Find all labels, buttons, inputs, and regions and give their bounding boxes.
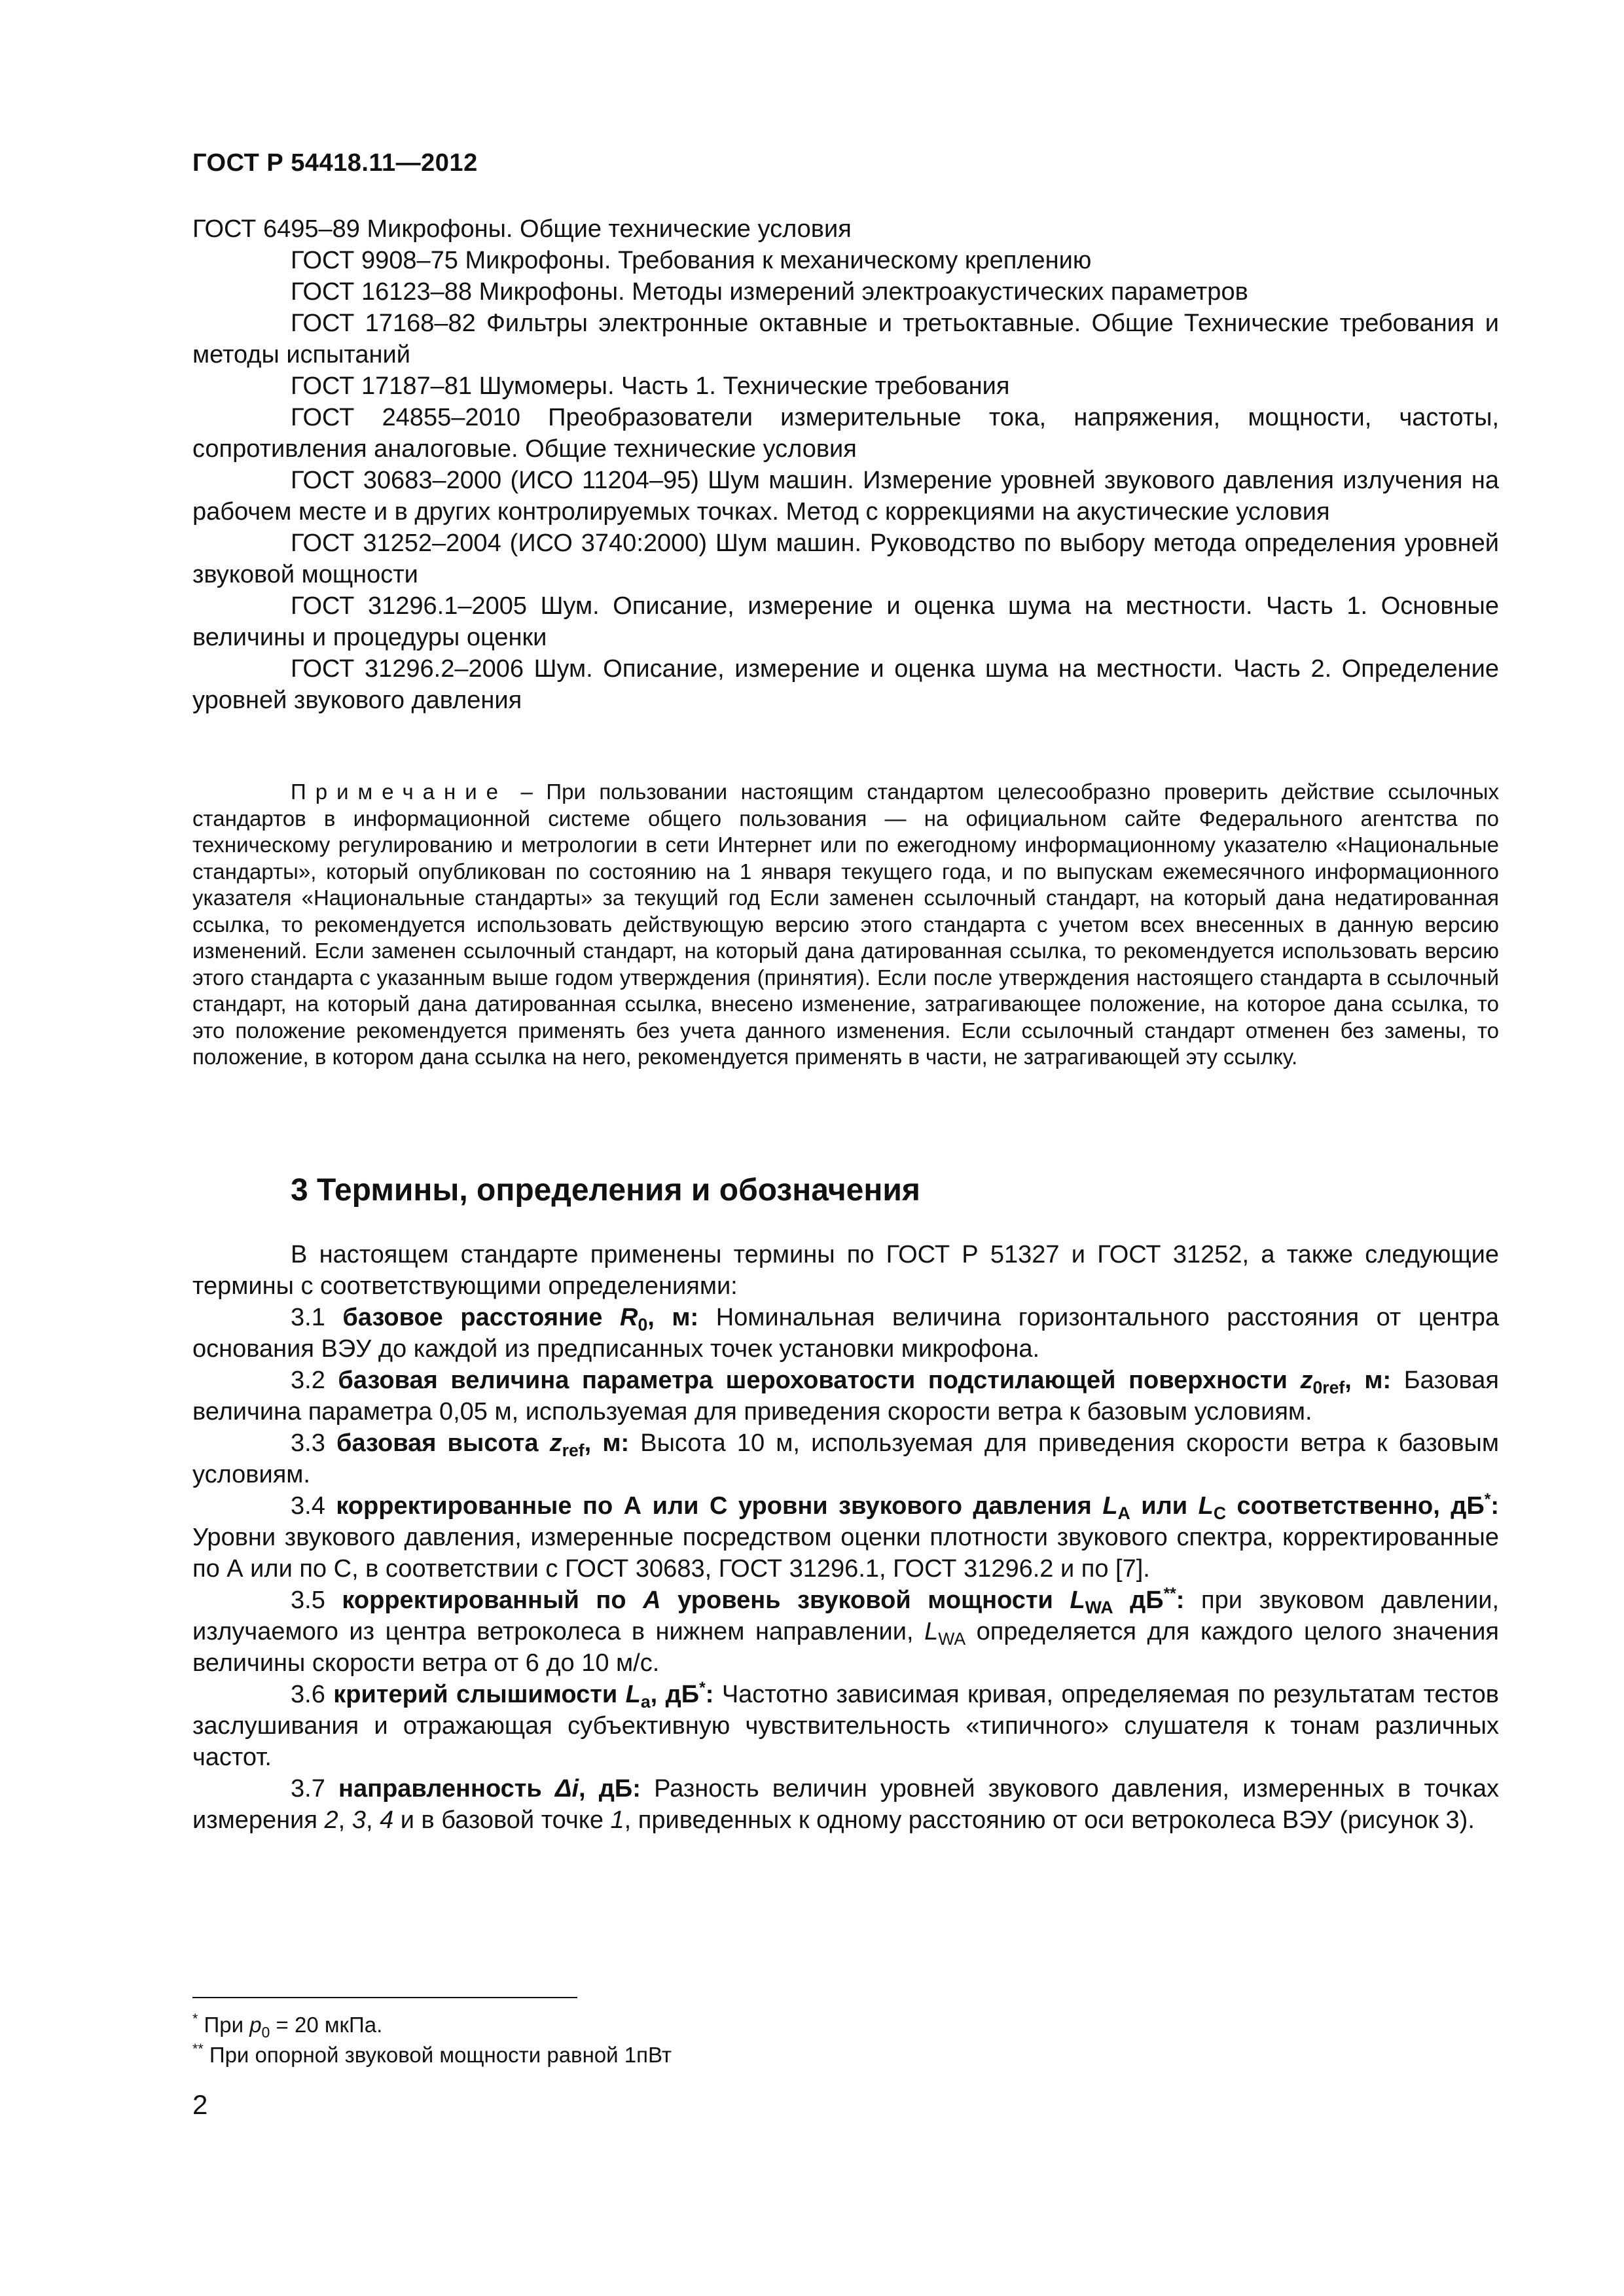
note-paragraph [192, 779, 1499, 1071]
section-body [192, 1239, 1499, 1836]
footnote-1: * При $p_0 = 20$ мкПа. [192, 2011, 383, 2041]
term-3-2: 3.2 базовая величина параметра шероховатости подстилающей поверхности $z_{0ref}$, м: Базовая величина параметра 0,05 м, используемая для приведения скорости ветра к базовым условиям. [192, 1367, 1499, 1426]
reference-item: ГОСТ 16123–88 Микрофоны. Методы измерений электроакустических параметров [291, 278, 1248, 306]
reference-item: ГОСТ 24855–2010 Преобразователи измерительные тока, напряжения, мощности, частоты, сопротивления аналоговые. Общие технические условия [192, 404, 1499, 463]
term-3-6: 3.6 критерий слышимости $L_a$, дБ*: Частотно зависимая кривая, определяемая по результатам тестов заслушивания и отражающая субъективную чувствительность «типичного» слушателя к тонам различных частот. [192, 1679, 1499, 1771]
reference-item: ГОСТ 9908–75 Микрофоны. Требования к механическому креплению [291, 247, 1092, 274]
section-intro: В настоящем стандарте применены термины по ГОСТ Р 51327 и ГОСТ 31252, а также следующие термины с соответствующими определениями: [192, 1241, 1499, 1300]
reference-item: ГОСТ 17187–81 Шумомеры. Часть 1. Технические требования [291, 372, 1010, 400]
term-3-5: 3.5 корректированный по А уровень звуковой мощности $L_{WA}$ дБ**: при звуковом давлении, излучаемого из центра ветроколеса в нижнем направлении, $L_{WA}$ определяется для каждого целого значения величины скорости ветра от 6 до 10 м/с. [192, 1585, 1499, 1677]
section-title: 3 Термины, определения и обозначения [291, 1173, 920, 1208]
normative-references-list [192, 213, 1499, 716]
term-3-7: 3.7 направленность Δi, дБ: Разность величин уровней звукового давления, измеренных в точках измерения 2, 3, 4 и в базовой точке 1, приведенных к одному расстоянию от оси ветроколеса ВЭУ (рисунок 3). [192, 1775, 1499, 1834]
footnote-divider [192, 1997, 577, 1998]
page-number: 2 [192, 2089, 208, 2120]
reference-item: ГОСТ 17168–82 Фильтры электронные октавные и третьоктавные. Общие Технические требования и методы испытаний [192, 310, 1499, 368]
reference-item: ГОСТ 31296.1–2005 Шум. Описание, измерение и оценка шума на местности. Часть 1. Основные величины и процедуры оценки [192, 592, 1499, 651]
note-text: – При пользовании настоящим стандартом целесообразно проверить действие ссылочных стандартов в информационной системе общего пользования — на официальном сайте Федерального агентства по техническому регулированию и метрологии в сети Интернет или по ежегодному информационному указателю «Национальные стандарты», который опубликован по состоянию на 1 января текущего года, и по выпускам ежемесячного информационного указателя «Национальные стандарты» за текущий год Если заменен ссылочный стандарт, на который дана недатированная ссылка, то рекомендуется использовать действующую версию этого стандарта с учетом всех внесенных в данную версию изменений. Если заменен ссылочный стандарт, на который дана датированная ссылка, то рекомендуется использовать версию этого стандарта с указанным выше годом утверждения (принятия). Если после утверждения настоящего стандарта в ссылочный стандарт, на который дана датированная ссылка, внесено изменение, затрагивающее положение, на которое дана ссылка, то это положение рекомендуется применять без учета данного изменения. Если ссылочный стандарт отменен без замены, то положение, в котором дана ссылка на него, рекомендуется применять в части, не затрагивающей эту ссылку. [192, 780, 1499, 1069]
document-header: ГОСТ Р 54418.11—2012 [192, 149, 478, 177]
reference-item: ГОСТ 31296.2–2006 Шум. Описание, измерение и оценка шума на местности. Часть 2. Определение уровней звукового давления [192, 655, 1499, 714]
reference-item: ГОСТ 30683–2000 (ИСО 11204–95) Шум машин. Измерение уровней звукового давления излучения на рабочем месте и в других контролируемых точках. Метод с коррекциями на акустические условия [192, 467, 1499, 526]
reference-item: ГОСТ 31252–2004 (ИСО 3740:2000) Шум машин. Руководство по выбору метода определения уровней звуковой мощности [192, 529, 1499, 588]
reference-item: ГОСТ 6495–89 Микрофоны. Общие технические условия [192, 215, 852, 243]
term-3-3: 3.3 базовая высота $z_{ref}$, м: Высота 10 м, используемая для приведения скорости ветра к базовым условиям. [192, 1429, 1499, 1488]
term-3-1: 3.1 базовое расстояние $R_0$, м: Номинальная величина горизонтального расстояния от центра основания ВЭУ до каждой из предписанных точек установки микрофона. [192, 1304, 1499, 1363]
footnote-2: ** При опорной звуковой мощности равной 1пВт [192, 2041, 672, 2067]
note-label: Примечание [291, 780, 508, 804]
term-3-4: 3.4 корректированные по А или С уровни звукового давления $L_A$ или $L_C$ соответственно, дБ*: Уровни звукового давления, измеренные посредством оценки плотности звукового спектра, корректированные по А или по С, в соответствии с ГОСТ 30683, ГОСТ 31296.1, ГОСТ 31296.2 и по [7]. [192, 1491, 1499, 1583]
